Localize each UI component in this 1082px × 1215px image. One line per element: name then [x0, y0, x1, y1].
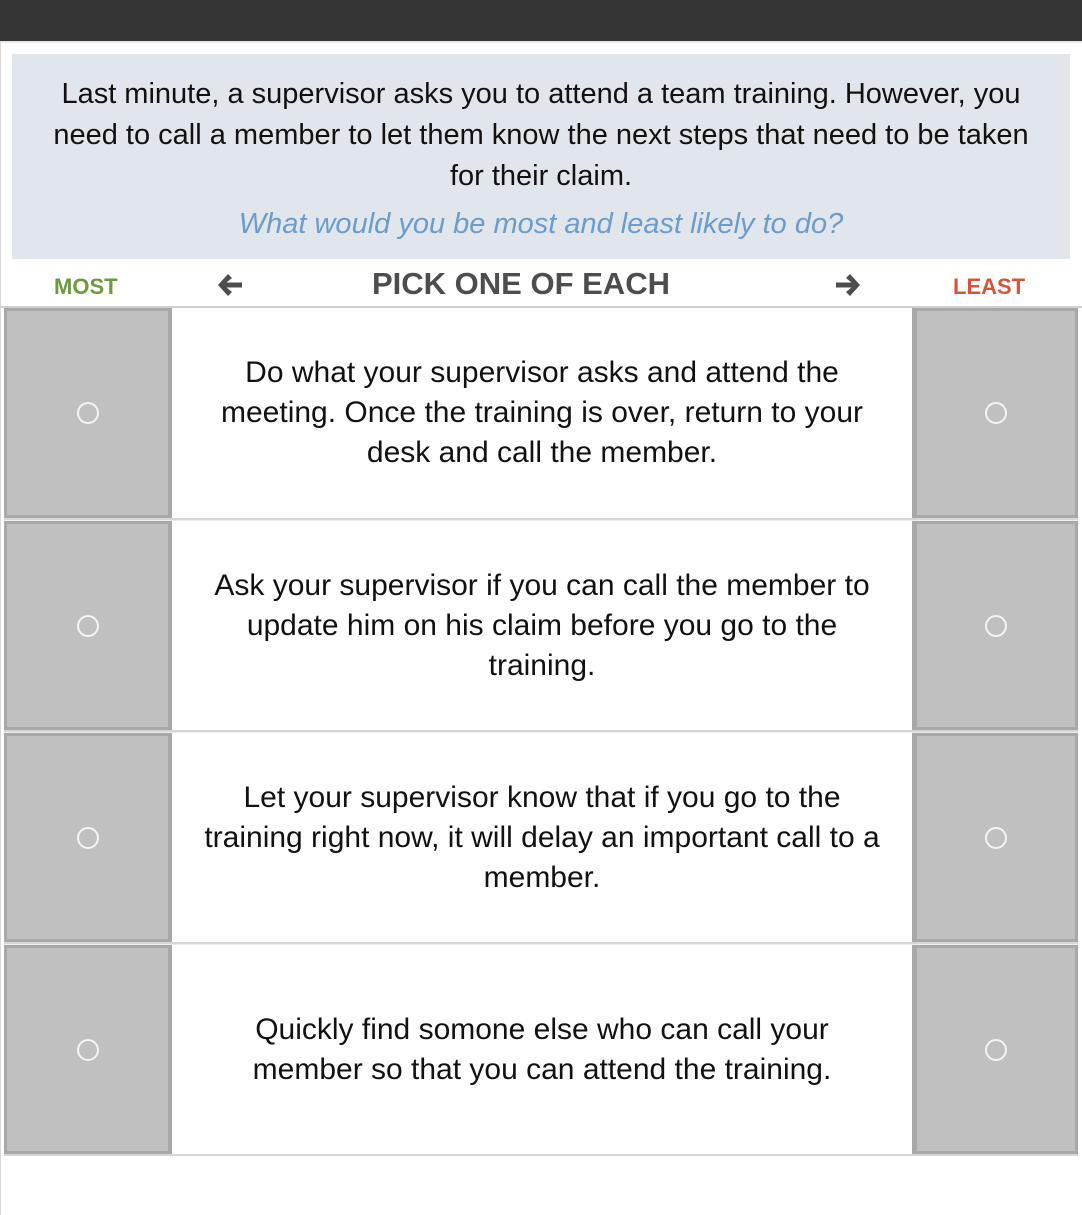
- most-label: MOST: [54, 274, 118, 299]
- most-radio-button-3[interactable]: [77, 827, 99, 849]
- pick-instruction: PICK ONE OF EACH: [372, 266, 670, 301]
- most-radio-cell-1[interactable]: [4, 308, 172, 518]
- most-radio-button-4[interactable]: [77, 1039, 99, 1061]
- option-text: Ask your supervisor if you can call the member to update him on his claim before you go to the training.: [214, 568, 870, 682]
- option-text: Quickly find somone else who can call your member so that you can attend the training.: [252, 1012, 832, 1086]
- option-text-cell: [172, 945, 912, 1154]
- arrow-right-icon: [833, 272, 863, 298]
- question-text: Last minute, a supervisor asks you to attend a team training. However, you need to call a member to let them know the next steps that need to be taken for their claim.: [53, 78, 1029, 192]
- option-text-cell: [172, 733, 912, 942]
- question-prompt: What would you be most and least likely to do?: [238, 208, 844, 240]
- option-row: [4, 308, 1078, 520]
- top-bar: [0, 0, 1082, 41]
- option-text: Let your supervisor know that if you go to the training right now, it will delay an important call to a member.: [204, 780, 880, 894]
- most-radio-cell-2[interactable]: [4, 521, 172, 730]
- option-text-cell: [172, 521, 912, 730]
- least-radio-cell-3[interactable]: [912, 733, 1078, 942]
- option-row: [4, 944, 1078, 1156]
- least-radio-button-4[interactable]: [985, 1039, 1007, 1061]
- least-radio-cell-1[interactable]: [912, 308, 1078, 518]
- question-panel: [12, 54, 1070, 259]
- option-row: [4, 520, 1078, 732]
- least-radio-cell-2[interactable]: [912, 521, 1078, 730]
- option-text: Do what your supervisor asks and attend the meeting. Once the training is over, return to your desk and call the member.: [221, 356, 863, 469]
- most-radio-button-1[interactable]: [77, 402, 99, 424]
- least-radio-button-2[interactable]: [985, 615, 1007, 637]
- answer-header: [0, 262, 1082, 308]
- options-list: [4, 308, 1078, 1156]
- most-radio-cell-3[interactable]: [4, 733, 172, 942]
- option-text-cell: [172, 308, 912, 518]
- arrow-left-icon: [215, 272, 245, 298]
- most-radio-cell-4[interactable]: [4, 945, 172, 1154]
- most-radio-button-2[interactable]: [77, 615, 99, 637]
- least-label: LEAST: [953, 274, 1026, 299]
- least-radio-button-3[interactable]: [985, 827, 1007, 849]
- least-radio-button-1[interactable]: [985, 402, 1007, 424]
- least-radio-cell-4[interactable]: [912, 945, 1078, 1154]
- option-row: [4, 732, 1078, 944]
